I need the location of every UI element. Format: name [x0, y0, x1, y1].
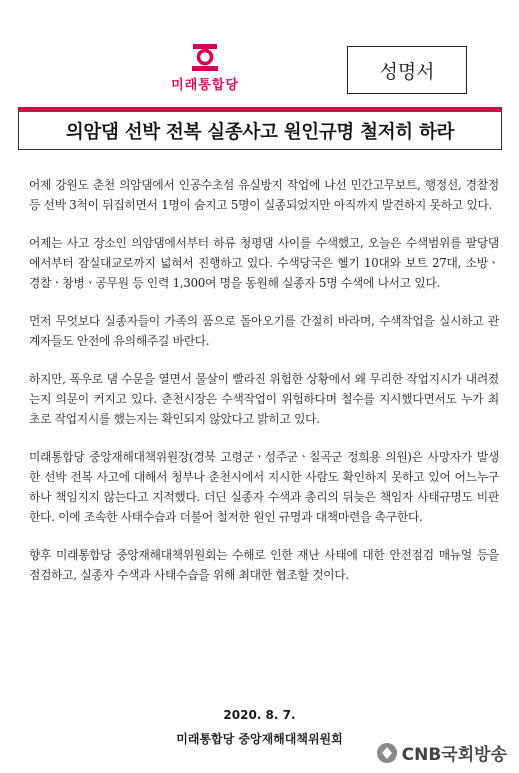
party-name: 미래통합당 [171, 78, 239, 93]
paragraph-3: 먼저 무엇보다 실종자들이 가족의 품으로 돌아오기를 간절히 바라며, 수색작업을 실시하고 관계자들도 안전에 유의해주길 바란다. [29, 314, 499, 348]
party-logo [150, 42, 260, 98]
headline-box [18, 107, 502, 150]
statement-date: 2020. 8. 7. [223, 708, 296, 722]
paragraph-4: 하지만, 폭우로 댐 수문을 열면서 물살이 빨라진 위험한 상황에서 왜 무리한 작업지시가 내려졌는지 의문이 커지고 있다. 춘천시장은 수색작업이 위험하다며 철수를 지시했다면서도 누가 최초로 작업지시를 했는지는 확인되지 않았다고 밝히고 있다. [29, 372, 499, 426]
paragraph-1: 어제 강원도 춘천 의암댐에서 인공수초섬 유실방지 작업에 나선 민간고무보트, 행정선, 경찰정 등 선박 3척이 뒤집히면서 1명이 숨지고 5명이 실종되었지만 아직까지 발견하지 못하고 있다. [29, 178, 499, 212]
cnb-logo-icon [376, 742, 398, 764]
issuing-organization: 미래통합당 중앙재해대책위원회 [176, 732, 343, 746]
party-logo-icon [190, 42, 220, 72]
paragraph-5: 미래통합당 중앙재해대책위원장(경북 고령군ㆍ성주군ㆍ칠곡군 정희용 의원)은 사망자가 발생한 선박 전복 사고에 대해서 청부나 춘천시에서 지시한 사람도 확인하지 못하고 있어 어느누구 하나 책임지지 않는다고 지적했다. 더딘 실종자 수색과 총리의 뒤늦은 책임자 사태규명도 비판한다. 이에 조속한 사태수습과 더불어 철저한 원인 규명과 대책마련을 촉구한다. [29, 450, 499, 524]
watermark-text: CNB국회방송 [401, 745, 507, 765]
paragraph-6: 향후 미래통합당 중앙재해대책위원회는 수해로 인한 재난 사태에 대한 안전점검 매뉴얼 등을 점검하고, 실종자 수색과 사태수습을 위해 최대한 협조할 것이다. [29, 548, 499, 582]
headline: 의암댐 선박 전복 실종사고 원인규명 철저히 하라 [65, 121, 455, 143]
statement-body [29, 175, 499, 603]
document-type-label: 성명서 [347, 46, 467, 94]
paragraph-2: 어제는 사고 장소인 의암댐에서부터 하류 청평댐 사이를 수색했고, 오늘은 수색범위를 팔당댐에서부터 잠실대교로까지 넓혀서 진행하고 있다. 수색당국은 헬기 10대와 보트 27대, 소방ㆍ경찰ㆍ창병ㆍ공무원 등 인력 1,300여 명을 동원해 실종자 5명 수색에 나서고 있다. [29, 236, 499, 290]
broadcaster-watermark [376, 740, 507, 765]
